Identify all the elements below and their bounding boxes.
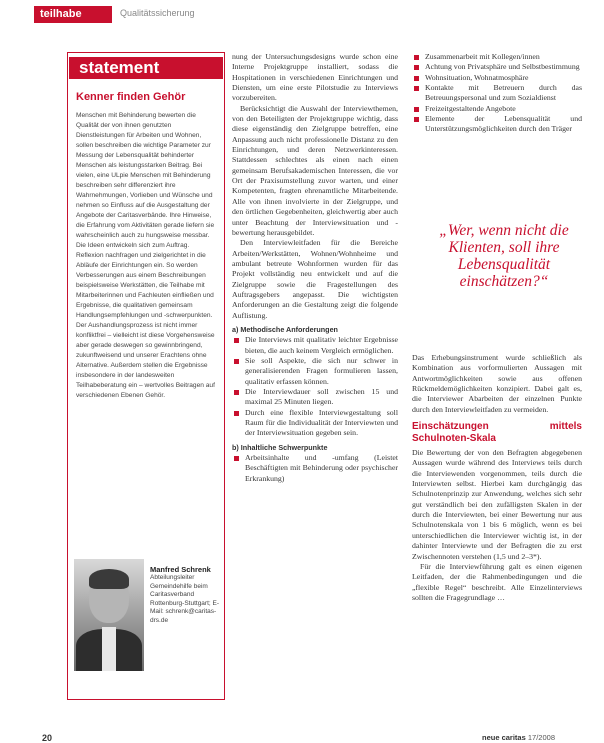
author-photo bbox=[74, 559, 144, 671]
paragraph: Für die Interviewführung galt es einen eigenen Leitfaden, der die Rahmenbedingungen und die „flexible Regel“ beschreibt. Alle Einzelinterviews sollten die Fragegrundlage … bbox=[412, 561, 582, 602]
list-item: Sie soll Aspekte, die sich nur schwer in generalisierenden Fragen formulieren lassen, qualitativ erfassen können. bbox=[232, 356, 398, 387]
list-item: Arbeitsinhalte und -umfang (Leistet Beschäftigten mit Behinderung oder psychischer Erkrankung) bbox=[232, 453, 398, 484]
subheading-methodical: a) Methodische Anforderungen bbox=[232, 324, 338, 334]
sidebar-heading: Kenner finden Gehör bbox=[76, 91, 186, 103]
list-item: Durch eine flexible Interviewgestaltung soll Raum für die Individualität der Interviewten und der Interviewsituation gegeben sein. bbox=[232, 408, 398, 439]
page-number: 20 bbox=[42, 733, 53, 743]
section-subtitle: Qualitätssicherung bbox=[120, 8, 195, 18]
list-item: Zusammenarbeit mit Kollegen/innen bbox=[412, 52, 582, 62]
subheading-content: b) Inhaltliche Schwerpunkte bbox=[232, 442, 328, 452]
magazine-footer bbox=[482, 733, 555, 742]
paragraph: nung der Untersuchungsdesigns wurde schon eine Interne Projektgruppe installiert, sodass die Hospitationen in verschiedenen Einrichtungen und Diensten, um eine erste Pilotstudie zu Interviews vorzubereiten. bbox=[232, 52, 398, 103]
section-tab bbox=[34, 6, 112, 23]
list-item: Wohnsituation, Wohnatmosphäre bbox=[412, 73, 582, 83]
list-topics bbox=[412, 52, 582, 135]
paragraph: Das Erhebungsinstrument wurde schließlich als Kombination aus vorformulierten Aussagen mit Antwortmöglichkeiten sowie aus offenen Rückmeldemöglichkeiten konzipiert. Dabei galt es, die Interviewer Abarbeiten der einzelnen Punkte durch den Interviewleitfaden zu vermeiden. bbox=[412, 353, 582, 414]
column-middle bbox=[232, 52, 398, 484]
list-item: Elemente der Lebensqualität und Unterstützungsmöglichkeiten durch den Träger bbox=[412, 114, 582, 135]
statement-label: statement bbox=[69, 57, 223, 79]
list-item: Die Interviewdauer soll zwischen 15 und maximal 25 Minuten liegen. bbox=[232, 387, 398, 408]
list-methodical bbox=[232, 335, 398, 438]
column-right-bottom bbox=[412, 353, 582, 603]
sidebar-body: Menschen mit Behinderung bewerten die Qualität der von ihnen genutzten Dienstleistungen für Arbeiten und Wohnen, sollen beschreiben die wichtige Parameter zur Messung der Lebensqualität behinderter Menschen als leistungsstarken Beitrag. Bei vielen, eine ULpie Menschen mit Behinderung beschreiben sehr differenziert ihre Wahrnehmungen, Vorlieben und Wünsche und nehmen so Einfluss auf die Ausgestaltung der Angebote der Caritasverbände. Ihre Hinweise, die Erfahrung vom Aktivitäten gerade liefern sie wahrscheinlich auch zu hungsweise messbar. Die Ideen entwickeln sich zum Auftrag. Reflexion nachfragen und zielgerichtet in die Abläufe der Einrichtungen ein. So werden Verbesserungen aus einem Beschreibungen beispielsweise Werkstätten, die Teilhabe mit Mitarbeiterinnen und Fachleuten einfließen und Ergebnisse, die qualitativen gemeinsam Handlungsempfehlungen und -schwerpunkten. Der Aushandlungsprozess ist nicht immer konfliktfrei – vielleicht ist diese Vorgehensweise aber gerade deswegen so gewinnbringend, zukunftweisend und unserer Erachtens ohne Alternative. Außerdem stellen die Ergebnisse insbesondere in der landesweiten Teilhabeberatung ein – wertvolles Beitragen auf verschiedenen Ebenen Gehör. bbox=[76, 112, 215, 399]
list-item: Kontakte mit Betreuern durch das Betreuungspersonal und zum Sozialdienst bbox=[412, 83, 582, 104]
section-label: teilhabe bbox=[40, 8, 82, 20]
author-block bbox=[150, 565, 220, 625]
column-right-top bbox=[412, 52, 582, 135]
paragraph: Berücksichtigt die Auswahl der Interviewthemen, von den Beteiligten der Projektgruppe wichtig, dass diese eigenständig den Zielgruppe betreffen, eine Anpassung auch nicht professionelle Distanz zu den Einrichtungen, und deren Netzwerkinteressen. Stattdessen schlechtes als einen nach einen gemeinsam Berufsakademischen Interessen, die vor Ort der Praxisumstellung zuvor warten, und einer Kompetenten, fragten ehrenamtliche Mitarbeitende. Alle von ihnen involvierte in der Zielgruppe, und den örtlichen Gegebenheiten, gleichwertig aber auch unter Beachtung der Interviewsituation und -bewertung herausgebildet. bbox=[232, 103, 398, 237]
magazine-name: neue caritas bbox=[482, 733, 526, 742]
author-role: Abteilungsleiter Gemeindehilfe beim Caritasverband Rottenburg-Stuttgart; E-Mail: schrenk@caritas-drs.de bbox=[150, 574, 220, 624]
section-heading: Einschätzungen mittels Schulnoten-Skala bbox=[412, 421, 582, 445]
paragraph: Die Bewertung der von den Befragten abgegebenen Aussagen wurde während des Interviews teils durch die Interviewenden vorgenommen, teils durch die Interviewten selbst. Hierbei kam durchgängig das Schulnotenprinzip zur Anwendung, welches sich sehr gut verständlich bei den zufälligsten Skalen in der durch die Interviewten, bei einer Bewertung nur aus Schulnotenskala von 1 bis 6 möglich, wenn es bei unterschiedlichen die Interviewer wichtig ist, in der dahinter Interviewte und der Befragten die zu erst Zwischennoten verstehen (1,5 und 2–3*). bbox=[412, 448, 582, 561]
list-item: Achtung von Privatsphäre und Selbstbestimmung bbox=[412, 62, 582, 72]
magazine-issue: 17/2008 bbox=[527, 733, 555, 742]
pull-quote: „Wer, wenn nicht die Klienten, soll ihre Lebensqualität einschätzen?“ bbox=[439, 222, 569, 290]
list-content bbox=[232, 453, 398, 484]
paragraph: Den Interviewleitfaden für die Bereiche Arbeiten/Werkstätten, Wohnen/Wohnheime und ambulant betreute Wohnformen wurden für das Projekt vollständig neu entwickelt und auf die Zielgruppe sowie die Fragestellungen des Auftragsgebers angepasst. Die wichtigsten Anforderungen an die Gestaltung zeigt die folgende Auflistung. bbox=[232, 238, 398, 320]
statement-sidebar bbox=[67, 52, 225, 700]
author-name: Manfred Schrenk bbox=[150, 565, 211, 574]
list-item: Freizeitgestaltende Angebote bbox=[412, 104, 582, 114]
list-item: Die Interviews mit qualitativ leichter Ergebnisse bieten, die auch keinem Vergleich ermöglichen. bbox=[232, 335, 398, 356]
